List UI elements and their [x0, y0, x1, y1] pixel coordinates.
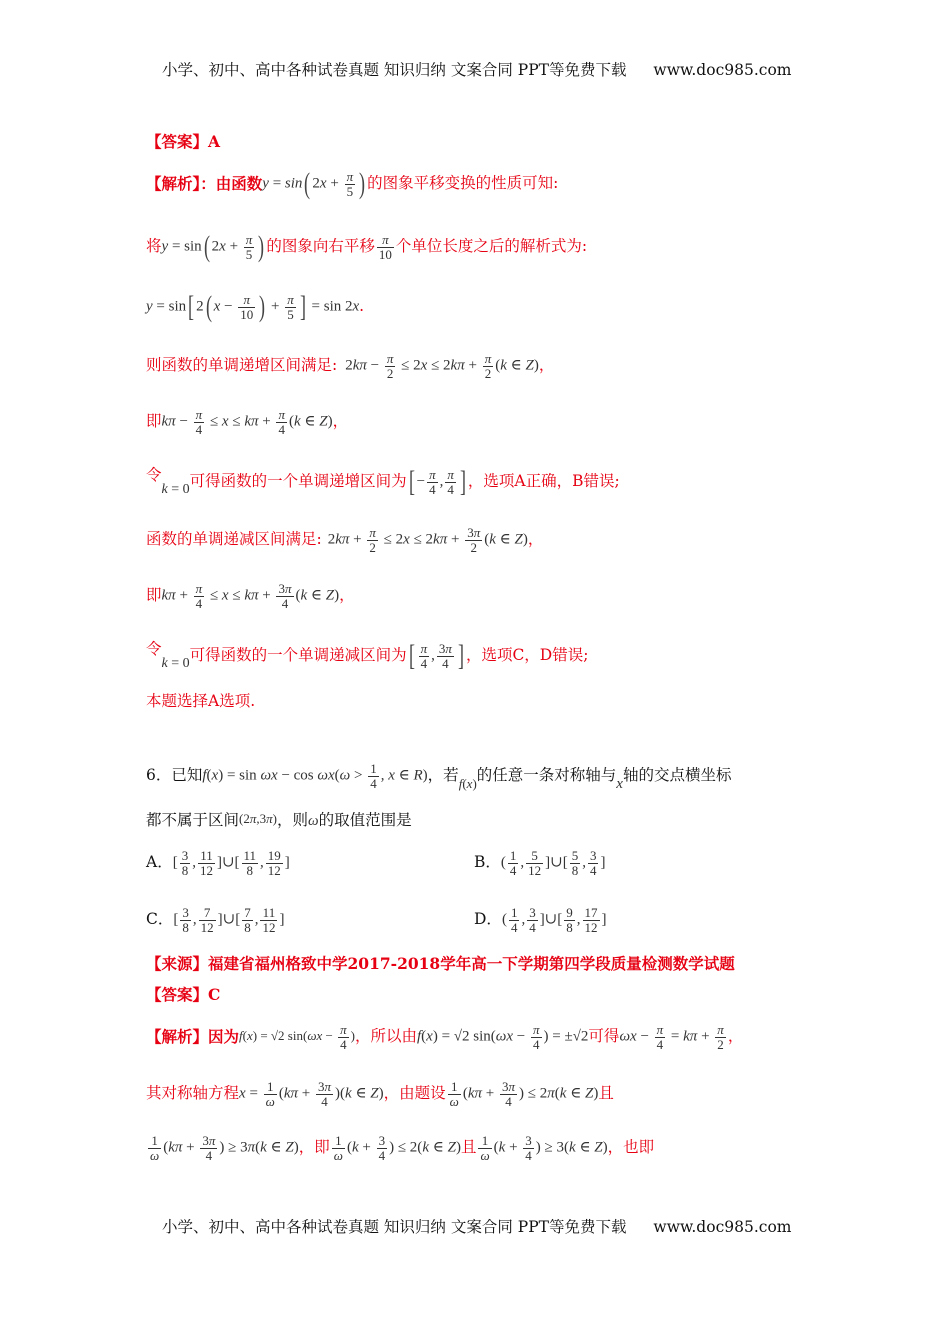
formula-x-axis: x	[616, 775, 623, 792]
formula-increase-interval: [ − $\frac{\pi}{4}$ , $\frac{\pi}{4}$ ]	[408, 465, 466, 498]
formula-decrease-x: kπ + $\frac{\pi}{4}$ ≤ x ≤ kπ + $\frac{3\pi}{4}$ (k ∈ Z)	[161, 580, 340, 611]
formula-k0-b: k = 0	[161, 656, 190, 671]
q6-option-c[interactable]	[146, 900, 284, 940]
q6-analysis-line3	[146, 1126, 654, 1170]
option-a-value: [ $\frac{3}{8}$ , $\frac{11}{12}$ ]∪[ $\frac{11}{8}$ , $\frac{19}{12}$ ]	[172, 847, 290, 878]
q5-line9-tail: ，选项C，D错误;	[465, 646, 589, 665]
q5-line4: 则函数的单调递增区间满足: 2kπ − $\frac{\pi}{2}$ ≤ 2x ≤ 2kπ + $\frac{\pi}{2}$ (k ∈ Z) ，	[146, 350, 555, 381]
q6-line2-mid: ，由题设	[383, 1084, 446, 1103]
q5-line8: 即 kπ + $\frac{\pi}{4}$ ≤ x ≤ kπ + $\frac{3\pi}{4}$ (k ∈ Z) ，	[146, 580, 355, 611]
q5-line2-pre: 将	[146, 237, 162, 256]
q5-answer: 【答案】A	[146, 132, 221, 151]
formula-y-sin-2: y = sin( 2x + $\frac{\pi}{5}$ )	[161, 230, 265, 263]
formula-increase-x: kπ − $\frac{\pi}{4}$ ≤ x ≤ kπ + $\frac{\pi}{4}$ (k ∈ Z)	[161, 406, 333, 437]
formula-fx: f(x)	[458, 775, 477, 791]
q6-stem-pre: 6．已知	[146, 766, 203, 785]
footer-site: www.doc985.com	[653, 1218, 792, 1236]
formula-simp-le: $\frac{1}{\omega}$ (k + $\frac{3}{4}$ ) ≤ 2(k ∈ Z)	[333, 1132, 461, 1163]
formula-interval-2pi-3pi: (2π,3π)	[239, 810, 277, 826]
q5-line9	[146, 634, 588, 678]
q5-conclusion: 本题选择A选项.	[146, 692, 256, 710]
q5-line9-pre: 令	[146, 640, 162, 659]
q6-option-b[interactable]	[474, 843, 605, 883]
q5-line2	[146, 225, 587, 269]
page-footer	[162, 1215, 791, 1237]
q5-line7-pre: 函数的单调递减区间满足:	[146, 530, 322, 549]
q5-analysis-label: 【解析】：由函数	[146, 174, 263, 194]
q6-analysis-pre: 【解析】因为	[146, 1027, 240, 1047]
q6-stem-line2	[146, 808, 412, 834]
option-c-label: C．	[146, 910, 174, 929]
q6-analysis-mid: ，所以由	[354, 1027, 417, 1046]
page-header	[162, 58, 791, 80]
q6-stem-line2-tail: 的取值范围是	[318, 811, 412, 830]
q5-line6	[146, 460, 620, 504]
q5-line5-pre: 即	[146, 412, 162, 431]
formula-k0: k = 0	[161, 482, 190, 497]
q6-option-a[interactable]	[146, 843, 290, 883]
formula-pi-10: $\frac{\pi}{10}$	[378, 231, 392, 262]
q6-stem-line1	[146, 756, 731, 796]
footer-title: 小学、初中、高中各种试卷真题 知识归纳 文案合同 PPT等免费下载	[162, 1218, 627, 1236]
q6-source: 【来源】福建省福州格致中学2017-2018学年高一下学期第四学段质量检测数学试题	[146, 954, 735, 973]
q6-stem-tail: 轴的交点横坐标	[622, 766, 732, 785]
formula-simp-ge: $\frac{1}{\omega}$ (k + $\frac{3}{4}$ ) ≥ 3(k ∈ Z)	[480, 1132, 608, 1163]
q5-analysis-line1	[146, 164, 558, 204]
formula-y-sin: y = sin( 2x + $\frac{\pi}{5}$ )	[262, 167, 366, 200]
formula-f-def: f(x) = sin ωx − cos ωx(ω > $\frac{1}{4}$ , x ∈ R)	[202, 760, 428, 791]
q6-stem-mid: ，若	[427, 766, 459, 785]
option-d-label: D．	[474, 910, 502, 929]
q5-line7: 函数的单调递减区间满足: 2kπ + $\frac{\pi}{2}$ ≤ 2x ≤ 2kπ + $\frac{3\pi}{2}$ (k ∈ Z) ，	[146, 524, 544, 555]
q5-line6-pre: 令	[146, 466, 162, 485]
option-a-label: A．	[146, 853, 173, 872]
q6-line3-mid: ，即	[298, 1138, 330, 1157]
q6-analysis-line2	[146, 1072, 614, 1116]
q5-line5: 即 kπ − $\frac{\pi}{4}$ ≤ x ≤ kπ + $\frac{\pi}{4}$ (k ∈ Z) ，	[146, 406, 349, 437]
q5-analysis-tail: 的图象平移变换的性质可知:	[367, 174, 559, 193]
formula-f-sqrt2: f(x) = √2 sin(ωx − $\frac{\pi}{4}$ )	[239, 1021, 355, 1052]
q5-line2-mid: 的图象向右平移	[266, 237, 375, 256]
q5-line6-mid: 可得函数的一个单调递增区间为	[189, 472, 407, 491]
option-d-value: ( $\frac{1}{4}$ , $\frac{3}{4}$ ]∪[ $\frac{9}{8}$ , $\frac{17}{12}$ ]	[501, 904, 607, 935]
q6-line3-mid2: 且	[460, 1138, 477, 1157]
q5-line9-mid: 可得函数的一个单调递减区间为	[189, 646, 407, 665]
q5-line6-tail: ，选项A正确，B错误;	[467, 472, 620, 491]
q6-analysis-mid2: 可得	[588, 1027, 620, 1046]
option-c-value: [ $\frac{3}{8}$ , $\frac{7}{12}$ ]∪[ $\frac{7}{8}$ , $\frac{11}{12}$ ]	[173, 904, 285, 935]
formula-axis-eq: x = $\frac{1}{\omega}$ (kπ + $\frac{3\pi}{4}$ )(k ∈ Z)	[239, 1078, 384, 1109]
q6-line2-pre: 其对称轴方程	[146, 1084, 240, 1103]
formula-decrease-cond: 2kπ + $\frac{\pi}{2}$ ≤ 2x ≤ 2kπ + $\frac{3\pi}{2}$ (k ∈ Z)	[327, 524, 528, 555]
formula-cond-ge: $\frac{1}{\omega}$ (kπ + $\frac{3\pi}{4}$ ) ≥ 3π(k ∈ Z)	[150, 1132, 299, 1163]
q6-stem-line2-pre: 都不属于区间	[146, 811, 240, 830]
option-b-value: ( $\frac{1}{4}$ , $\frac{5}{12}$ ]∪[ $\frac{5}{8}$ , $\frac{3}{4}$ ]	[500, 847, 606, 878]
q6-answer: 【答案】C	[146, 985, 221, 1004]
q6-stem-mid2: 的任意一条对称轴与	[476, 766, 617, 785]
q5-line4-pre: 则函数的单调递增区间满足:	[146, 356, 338, 375]
formula-decrease-interval: [ $\frac{\pi}{4}$ , $\frac{3\pi}{4}$ ]	[408, 639, 464, 672]
q5-line3: y = sin[ 2( x − $\frac{\pi}{10}$ ) + $\frac{\pi}{5}$ ] = sin 2x .	[146, 290, 365, 323]
q6-analysis-line1: 【解析】因为 f(x) = √2 sin(ωx − $\frac{\pi}{4}$ ) ，所以由 f(x) = √2 sin(ωx − $\frac{\pi}{4}$ ) = ±√2 可得 ωx − $\frac{\pi}{4}$ = kπ + $\frac{\pi}{2}$ ，	[146, 1021, 744, 1052]
q5-line8-pre: 即	[146, 586, 162, 605]
formula-omega-x: ωx − $\frac{\pi}{4}$ = kπ + $\frac{\pi}{2}$	[619, 1021, 724, 1052]
formula-increase-cond: 2kπ − $\frac{\pi}{2}$ ≤ 2x ≤ 2kπ + $\frac{\pi}{2}$ (k ∈ Z)	[345, 350, 539, 381]
option-b-label: B．	[474, 853, 501, 872]
q6-line2-tail: 且	[598, 1084, 614, 1103]
formula-omega: ω	[308, 812, 319, 829]
formula-f-pm-sqrt2: f(x) = √2 sin(ωx − $\frac{\pi}{4}$ ) = ±√2	[416, 1021, 589, 1052]
header-site: www.doc985.com	[653, 61, 792, 79]
header-title: 小学、初中、高中各种试卷真题 知识归纳 文案合同 PPT等免费下载	[162, 61, 627, 79]
q6-line3-tail: ，也即	[607, 1138, 655, 1157]
formula-cond-le: $\frac{1}{\omega}$ (kπ + $\frac{3\pi}{4}$ ) ≤ 2π(k ∈ Z)	[449, 1078, 599, 1109]
q5-line2-tail: 个单位长度之后的解析式为:	[395, 237, 588, 256]
formula-shifted: y = sin[ 2( x − $\frac{\pi}{10}$ ) + $\frac{\pi}{5}$ ] = sin 2x	[146, 290, 360, 323]
q6-option-d[interactable]	[474, 900, 607, 940]
q6-stem-line2-mid: ，则	[276, 811, 308, 830]
